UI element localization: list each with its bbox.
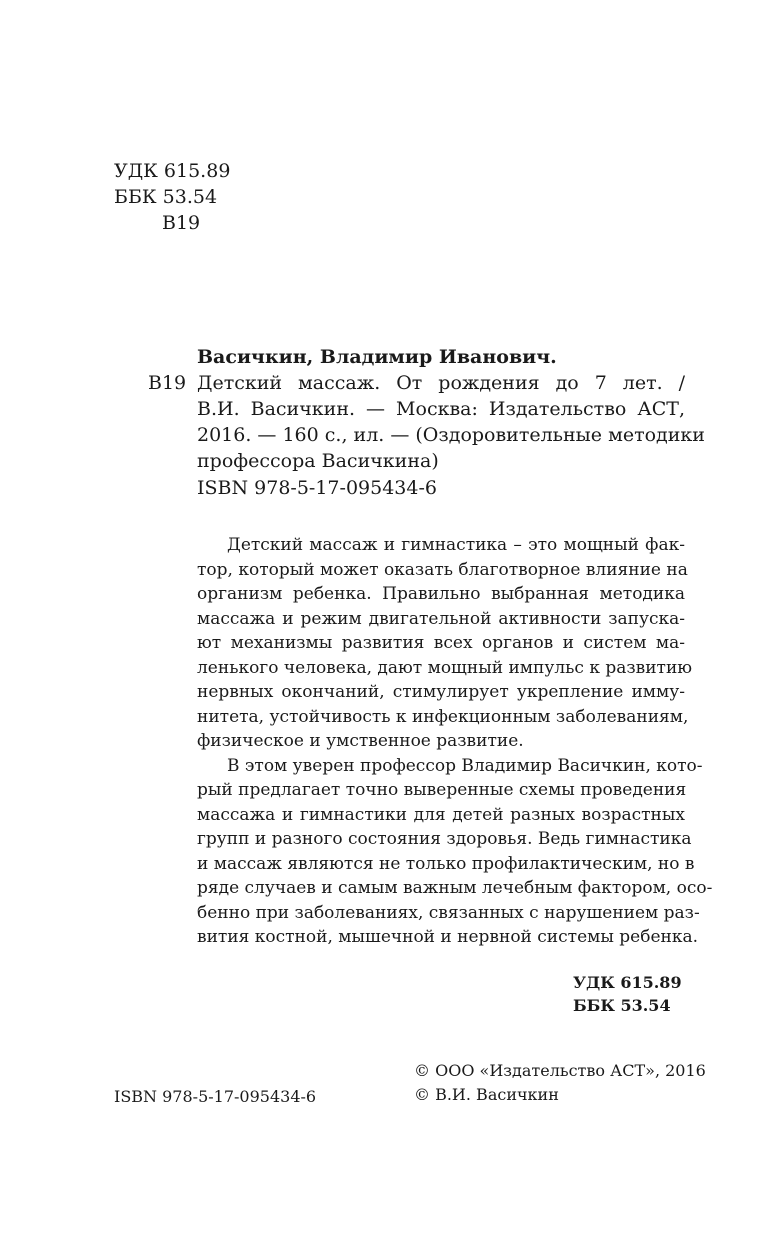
isbn-record: ISBN 978-5-17-095434-6	[197, 477, 437, 499]
annotation-line: нитета, устойчивость к инфекционным заболеваниям,	[197, 706, 689, 727]
annotation-line: нервных окончаний, стимулирует укрепление имму-	[197, 682, 685, 702]
description-line: В.И. Васичкин. — Москва: Издательство АСТ,	[197, 398, 685, 420]
annotation-line: бенно при заболеваниях, связанных с нарушением раз-	[197, 902, 700, 923]
bbk-code-bottom: ББК 53.54	[573, 996, 671, 1015]
annotation-line: рый предлагает точно выверенные схемы проведения	[197, 780, 687, 800]
annotation-line: ленького человека, дают мощный импульс к развитию	[197, 657, 693, 678]
description-line: Детский массаж. От рождения до 7 лет. /	[197, 372, 685, 394]
annotation-line: массажа и гимнастики для детей разных возрастных	[197, 804, 685, 825]
annotation-line: физическое и умственное развитие.	[197, 731, 524, 751]
copyright-author: © В.И. Васичкин	[414, 1085, 559, 1104]
annotation-line: ют механизмы развития всех органов и систем ма-	[197, 633, 685, 653]
udk-code: УДК 615.89	[114, 160, 231, 182]
annotation-line: вития костной, мышечной и нервной системы ребенка.	[197, 927, 699, 947]
copyright-publisher: © ООО «Издательство АСТ», 2016	[414, 1061, 706, 1080]
bbk-code: ББК 53.54	[114, 186, 218, 208]
annotation-line: Детский массаж и гимнастика – это мощный фак-	[227, 535, 685, 555]
isbn-footer: ISBN 978-5-17-095434-6	[114, 1087, 317, 1106]
annotation-line: тор, который может оказать благотворное влияние на	[197, 559, 688, 580]
annotation-line: массажа и режим двигательной активности запуска-	[197, 608, 685, 629]
author-sign: В19	[162, 212, 201, 234]
author-heading: Васичкин, Владимир Иванович.	[197, 346, 557, 368]
annotation-line: организм ребенка. Правильно выбранная методика	[197, 584, 685, 604]
annotation-line: ряде случаев и самым важным лечебным фактором, осо-	[197, 878, 713, 898]
record-author-sign: В19	[148, 372, 187, 394]
annotation-line: групп и разного состояния здоровья. Ведь гимнастика	[197, 829, 692, 849]
annotation-line: и массаж являются не только профилактическим, но в	[197, 853, 695, 874]
udk-code-bottom: УДК 615.89	[573, 973, 682, 992]
annotation-line: В этом уверен профессор Владимир Васичкин, кото-	[227, 755, 703, 776]
description-line: профессора Васичкина)	[197, 450, 439, 472]
description-line: 2016. — 160 с., ил. — (Оздоровительные методики	[197, 424, 705, 446]
